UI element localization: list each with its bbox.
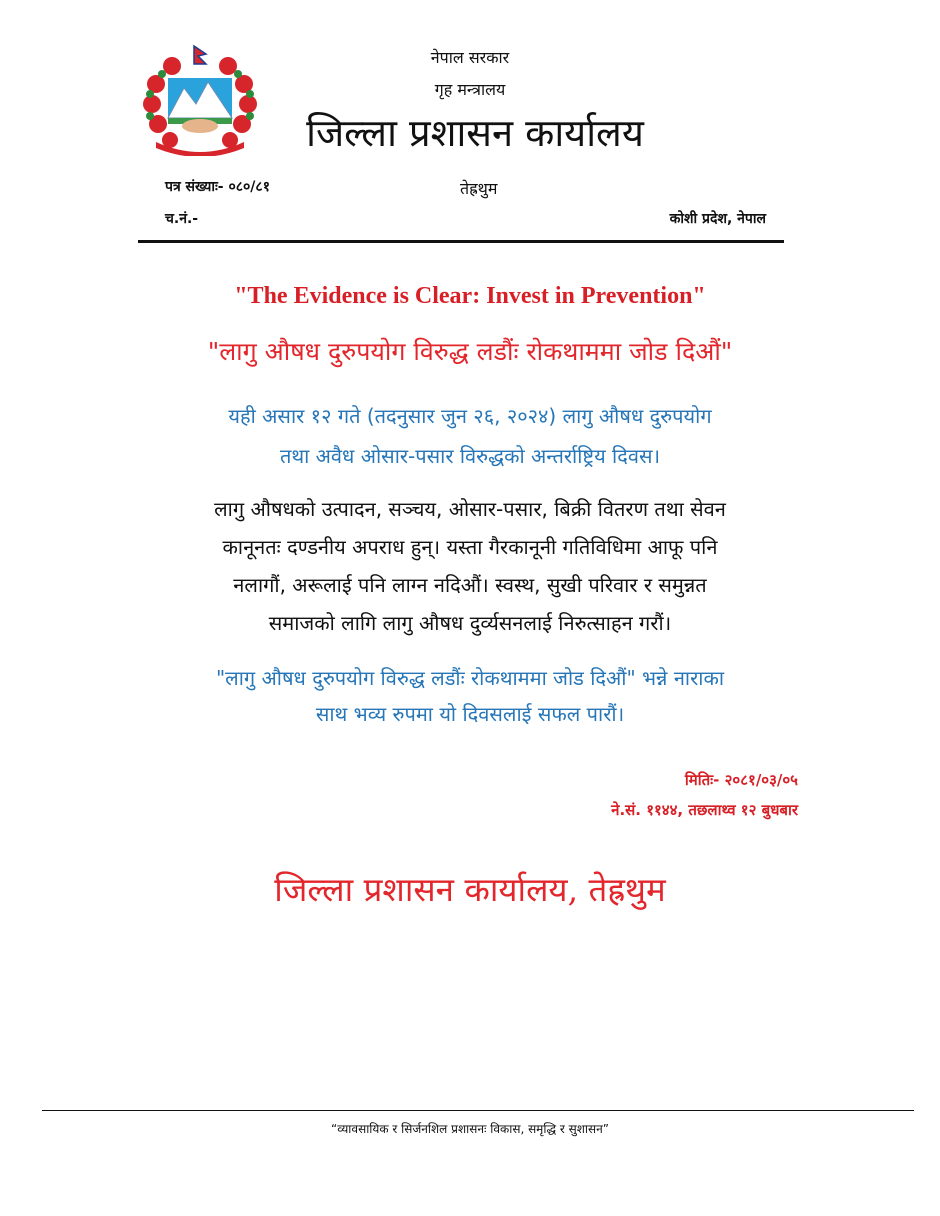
observance-announcement [60,396,880,476]
message-line: नलागौं, अरूलाई पनि लाग्न नदिऔं। स्वस्थ, सुखी परिवार र समुन्नत [233,573,707,597]
observance-line: यही असार १२ गते (तदनुसार जुन २६, २०२४) लागु औषध दुरुपयोग [228,404,712,428]
dispatch-number: च.नं.- [165,211,199,227]
nepal-emblem-icon [138,44,262,156]
footer-motto: “व्यावसायिक र सिर्जनशिल प्रशासनः विकास, समृद्धि र सुशासन” [331,1122,609,1136]
province-address: कोशी प्रदेश, नेपाल [669,211,766,227]
theme-nepali: "लागु औषध दुरुपयोग विरुद्ध लडौंः रोकथाममा जोड दिऔं" [207,337,733,366]
message-line: कानूनतः दण्डनीय अपराध हुन्। यस्ता गैरकानूनी गतिविधिमा आफू पनि [222,535,718,559]
reference-number: पत्र संख्याः- ०८०/८१ [165,179,270,195]
letterhead-divider [138,240,784,243]
message-body [110,490,830,642]
theme-english: "The Evidence is Clear: Invest in Prevention" [234,283,706,309]
ministry-name: गृह मन्त्रालय [434,80,506,99]
message-line: समाजको लागि लागु औषध दुर्व्यसनलाई निरुत्साहन गरौं। [268,611,672,635]
observance-line: तथा अवैध ओसार-पसार विरुद्धको अन्तर्राष्ट्रिय दिवस। [279,444,661,468]
government-name: नेपाल सरकार [430,48,510,67]
call-to-action [80,660,860,732]
call-line: "लागु औषध दुरुपयोग विरुद्ध लडौंः रोकथाममा जोड दिऔं" भन्ने नाराका [215,666,724,690]
footer-divider [42,1110,914,1111]
date-bikram-sambat: मितिः- २०८१/०३/०५ [684,771,798,789]
message-line: लागु औषधको उत्पादन, सञ्चय, ओसार-पसार, बिक्री वितरण तथा सेवन [214,497,726,521]
district-name: तेह्रथुम [460,179,498,198]
call-line: साथ भव्य रुपमा यो दिवसलाई सफल पारौं। [315,702,625,726]
date-nepal-sambat: ने.सं. ११४४, तछलाथ्व १२ बुधबार [611,801,798,819]
signature-office: जिल्ला प्रशासन कार्यालय, तेह्रथुम [274,870,666,909]
office-title: जिल्ला प्रशासन कार्यालय [306,111,644,155]
